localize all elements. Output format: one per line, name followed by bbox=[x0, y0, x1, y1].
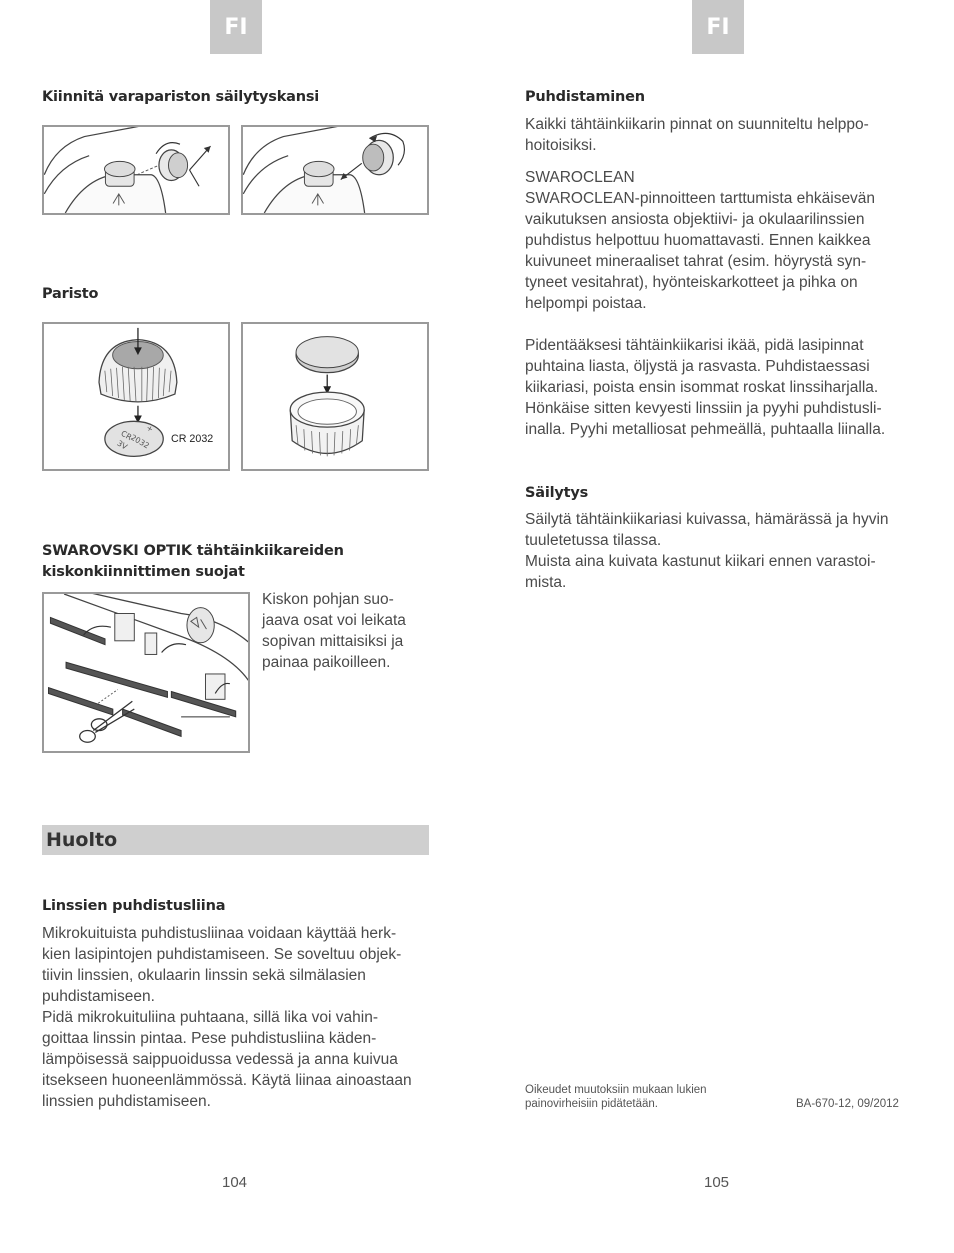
battery-type-label: CR 2032 bbox=[171, 432, 214, 445]
coin-text-plus: + bbox=[144, 423, 155, 435]
battery-cover-figure-1 bbox=[42, 125, 230, 215]
cloth-text-line: Mikrokuituista puhdistusliinaa voidaan käyttää herk- bbox=[42, 925, 397, 942]
document-code: BA-670-12, 09/2012 bbox=[796, 1098, 899, 1110]
coin-text-cr: CR bbox=[119, 428, 134, 443]
rail-covers-text-line: painaa paikoilleen. bbox=[262, 654, 391, 671]
storage-line: Säilytä tähtäinkiikariasi kuivassa, hämärässä ja hyvin bbox=[525, 511, 889, 528]
rights-notice-line: Oikeudet muutoksiin mukaan lukien bbox=[525, 1084, 707, 1096]
care-line: kiikariasi, poista ensin isommat roskat linssiharjalla. bbox=[525, 379, 879, 396]
rights-notice bbox=[525, 1083, 707, 1111]
rail-covers-text-line: sopivan mittaisiksi ja bbox=[262, 633, 404, 650]
care-line: Pidentääksesi tähtäinkiikarisi ikää, pidä lasipinnat bbox=[525, 337, 864, 354]
swaroclean-line: vaikutuksen ansiosta objektiivi- ja okulaarilinssien bbox=[525, 211, 865, 228]
cloth-text-line: linssien puhdistamiseen. bbox=[42, 1093, 211, 1110]
care-text bbox=[525, 335, 912, 440]
swaroclean-line: kuivuneet mineraaliset tahrat (esim. höyrystä syn- bbox=[525, 253, 867, 270]
language-tab-left: FI bbox=[210, 0, 262, 54]
cloth-text-line: goittaa linssin pintaa. Pese puhdistusliina käden- bbox=[42, 1030, 377, 1047]
page-number-left: 104 bbox=[222, 1174, 248, 1191]
cloth-text-line: puhdistamiseen. bbox=[42, 988, 155, 1005]
cloth-text-line: Pidä mikrokuituliina puhtaana, sillä lika voi vahin- bbox=[42, 1009, 379, 1026]
coin-text-voltage: 3V bbox=[115, 438, 129, 452]
cleaning-intro-line: hoitoisiksi. bbox=[525, 137, 597, 154]
section-title-huolto: Huolto bbox=[42, 825, 429, 855]
swaroclean-line: tyneet vesitahrat), hyönteiskarkotteet ja pihka on bbox=[525, 274, 858, 291]
rail-covers-heading-line2: kiskonkiinnittimen suojat bbox=[42, 564, 245, 580]
cleaning-heading: Puhdistaminen bbox=[525, 89, 645, 105]
coin-text-model: 2032 bbox=[129, 432, 151, 451]
swaroclean-line: helpompi poistaa. bbox=[525, 295, 647, 312]
cloth-text-line: tiivin linssien, okulaarin linssin sekä silmälasien bbox=[42, 967, 366, 984]
rail-covers-heading-line1: SWAROVSKI OPTIK tähtäinkiikareiden bbox=[42, 543, 344, 559]
storage-heading: Säilytys bbox=[525, 485, 589, 501]
cleaning-cloth-text bbox=[42, 923, 429, 1112]
storage-line: Muista aina kuivata kastunut kiikari ennen varastoi- bbox=[525, 553, 876, 570]
rail-covers-figure bbox=[42, 592, 250, 753]
care-line: puhtaina liasta, öljystä ja rasvasta. Puhdistaessasi bbox=[525, 358, 870, 375]
battery-cover-heading: Kiinnitä varapariston säilytyskansi bbox=[42, 89, 320, 105]
swaroclean-title: SWAROCLEAN bbox=[525, 169, 635, 186]
rail-covers-text-line: jaava osat voi leikata bbox=[262, 612, 406, 629]
cloth-text-line: lämpöisessä saippuoidussa vedessä ja anna kuivua bbox=[42, 1051, 398, 1068]
battery-cover-figure-2 bbox=[241, 125, 429, 215]
language-tab-right: FI bbox=[692, 0, 744, 54]
page-number-right: 105 bbox=[704, 1174, 730, 1191]
cleaning-intro-line: Kaikki tähtäinkiikarin pinnat on suunniteltu helppo- bbox=[525, 116, 869, 133]
cleaning-intro-text bbox=[525, 114, 912, 156]
battery-heading: Paristo bbox=[42, 286, 99, 302]
swaroclean-line: SWAROCLEAN-pinnoitteen tarttumista ehkäisevän bbox=[525, 190, 876, 207]
swaroclean-line: puhdistus helpottuu huomattavasti. Ennen kaikkea bbox=[525, 232, 871, 249]
storage-line: mista. bbox=[525, 574, 567, 591]
cloth-text-line: itsekseen huoneenlämmössä. Käytä liinaa ainoastaan bbox=[42, 1072, 412, 1089]
rights-notice-line: painovirheisiin pidätetään. bbox=[525, 1098, 658, 1110]
rail-covers-text bbox=[262, 589, 429, 673]
battery-figure-1 bbox=[42, 322, 230, 471]
cleaning-cloth-heading: Linssien puhdistusliina bbox=[42, 898, 226, 914]
rail-covers-text-line: Kiskon pohjan suo- bbox=[262, 591, 394, 608]
care-line: Hönkäise sitten kevyesti linssiin ja pyyhi puhdistusli- bbox=[525, 400, 882, 417]
cloth-text-line: kien lasipintojen puhdistamiseen. Se soveltuu objek- bbox=[42, 946, 402, 963]
storage-line: tuuletetussa tilassa. bbox=[525, 532, 662, 549]
swaroclean-text bbox=[525, 167, 912, 314]
storage-text bbox=[525, 509, 912, 593]
care-line: inalla. Pyyhi metalliosat pehmeällä, puhtaalla liinalla. bbox=[525, 421, 886, 438]
battery-figure-2 bbox=[241, 322, 429, 471]
